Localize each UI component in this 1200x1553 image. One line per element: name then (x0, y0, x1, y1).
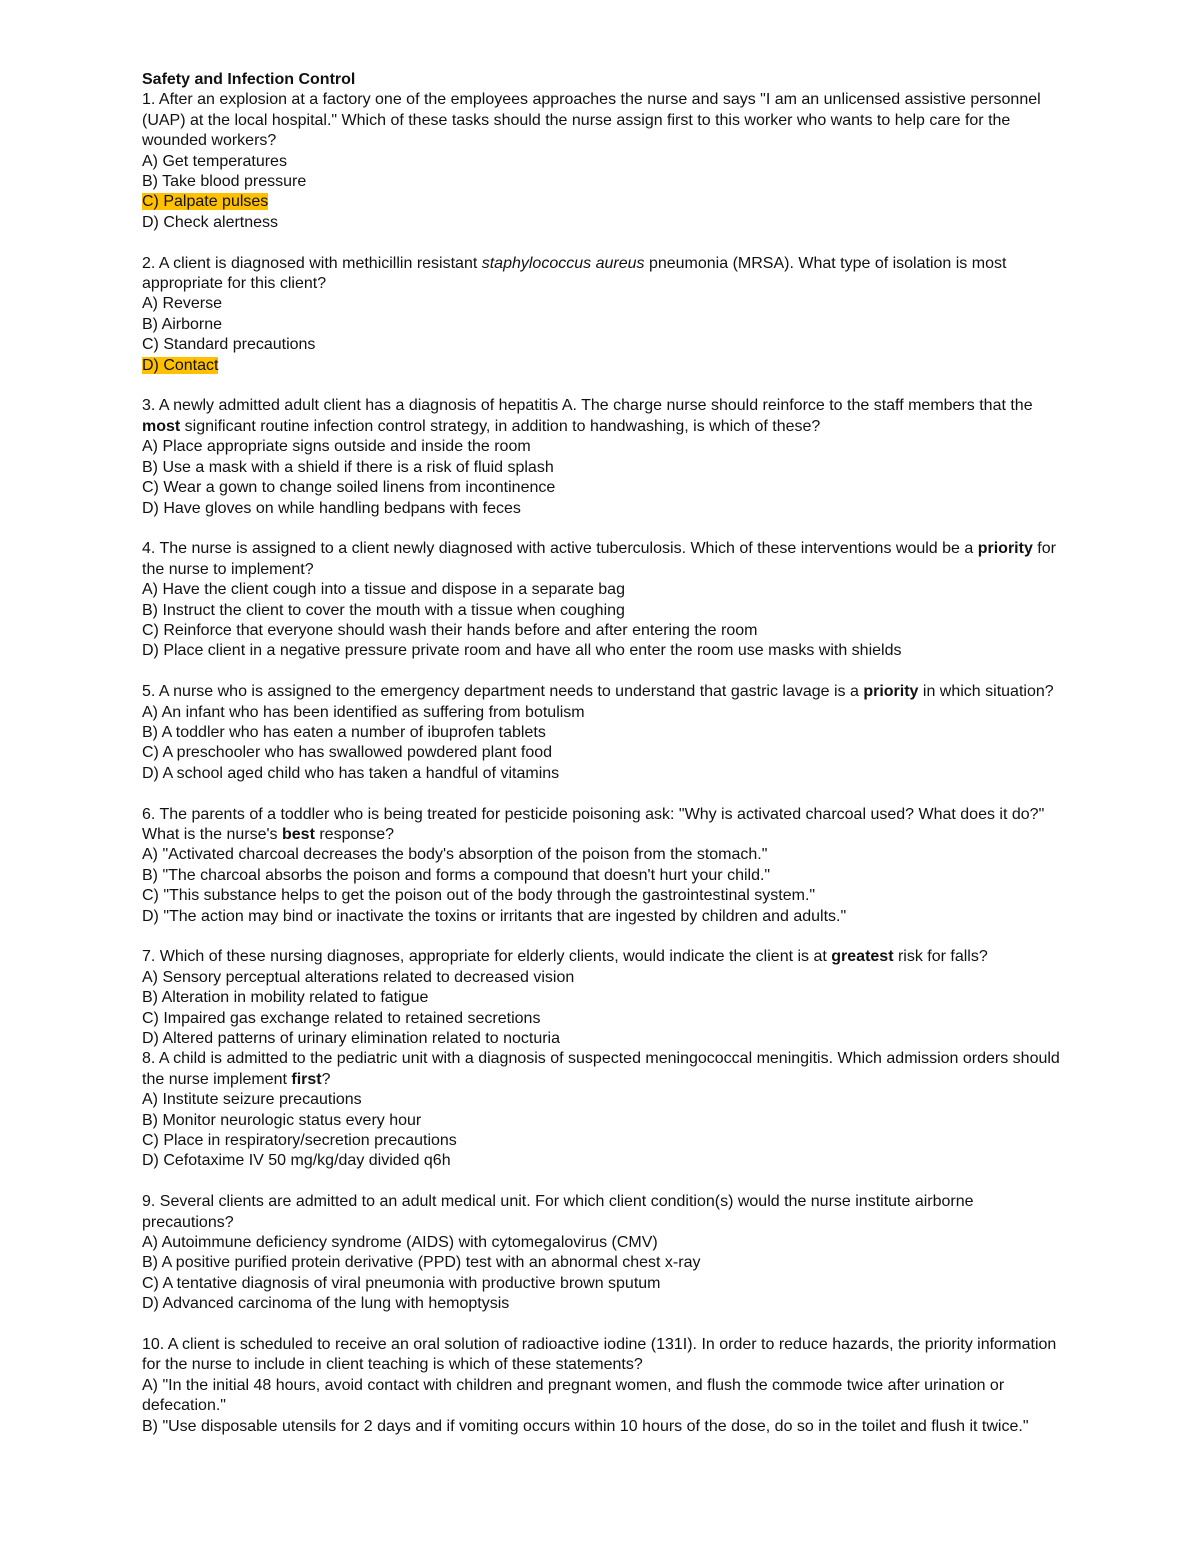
option-b: B) Instruct the client to cover the mouth with a tissue when coughing (142, 601, 625, 619)
option-b: B) Monitor neurologic status every hour (142, 1111, 422, 1129)
question-stem: 4. The nurse is assigned to a client newly diagnosed with active tuberculosis. Which of these interventions would be a priority for the nurse to implement? (142, 540, 1056, 578)
question-stem: 5. A nurse who is assigned to the emergency department needs to understand that gastric lavage is a priority in which situation? (142, 683, 1054, 701)
option-a: A) Autoimmune deficiency syndrome (AIDS) with cytomegalovirus (CMV) (142, 1234, 658, 1252)
option-c: C) Standard precautions (142, 336, 316, 354)
question-3 (142, 396, 1062, 518)
option-a: A) "In the initial 48 hours, avoid contact with children and pregnant women, and flush the commode twice after urination or defecation." (142, 1376, 1005, 1415)
question-stem: 3. A newly admitted adult client has a diagnosis of hepatitis A. The charge nurse should reinforce to the staff members that the most significant routine infection control strategy, in addition to handwashing, is which of these? (142, 397, 1033, 435)
emphasis-word: most (142, 417, 181, 435)
option-a: A) Institute seizure precautions (142, 1091, 362, 1109)
option-b: B) Airborne (142, 315, 223, 333)
option-d: D) Have gloves on while handling bedpans with feces (142, 499, 521, 517)
option-d-highlighted: D) Contact (142, 356, 219, 374)
question-stem: 2. A client is diagnosed with methicillin resistant staphylococcus aureus pneumonia (MRSA). What type of isolation is most appropriate for this client? (142, 254, 1007, 293)
option-b: B) A positive purified protein derivative (PPD) test with an abnormal chest x-ray (142, 1254, 701, 1272)
option-c: C) Reinforce that everyone should wash their hands before and after entering the room (142, 621, 758, 639)
emphasis-word: first (291, 1070, 322, 1088)
option-c: C) Place in respiratory/secretion precautions (142, 1132, 457, 1150)
option-d: D) Altered patterns of urinary elimination related to nocturia (142, 1030, 560, 1047)
option-b: B) Use a mask with a shield if there is a risk of fluid splash (142, 458, 554, 476)
option-b: B) "Use disposable utensils for 2 days and if vomiting occurs within 10 hours of the dose, do so in the toilet and flush it twice." (142, 1417, 1029, 1435)
question-stem: 8. A child is admitted to the pediatric unit with a diagnosis of suspected meningococcal meningitis. Which admission orders should the nurse implement first? (142, 1050, 1060, 1088)
document-title: Safety and Infection Control (142, 71, 356, 88)
question-stem: 7. Which of these nursing diagnoses, appropriate for elderly clients, would indicate the client is at greatest risk for falls? (142, 948, 988, 966)
emphasis-word: greatest (831, 948, 894, 966)
document-page (142, 70, 1062, 1437)
question-1 (142, 90, 1062, 233)
option-d: D) Check alertness (142, 213, 279, 231)
option-c: C) "This substance helps to get the poison out of the body through the gastrointestinal system." (142, 887, 816, 905)
option-b: B) Take blood pressure (142, 173, 307, 191)
question-stem: 10. A client is scheduled to receive an oral solution of radioactive iodine (131I). In order to reduce hazards, the priority information for the nurse to include in client teaching is which of these statements? (142, 1336, 1057, 1374)
option-a: A) Reverse (142, 295, 223, 313)
option-c-highlighted: C) Palpate pulses (142, 193, 269, 211)
question-5 (142, 682, 1062, 784)
option-c: C) Wear a gown to change soiled linens from incontinence (142, 479, 556, 497)
option-c: C) A tentative diagnosis of viral pneumonia with productive brown sputum (142, 1274, 661, 1292)
option-c: C) A preschooler who has swallowed powdered plant food (142, 744, 553, 762)
emphasis-word: priority (863, 683, 919, 701)
option-b: B) A toddler who has eaten a number of ibuprofen tablets (142, 723, 546, 741)
question-stem: 6. The parents of a toddler who is being treated for pesticide poisoning ask: "Why is activated charcoal used? What does it do?" What is the nurse's best response? (142, 805, 1045, 843)
question-10 (142, 1335, 1062, 1437)
option-d: D) A school aged child who has taken a handful of vitamins (142, 764, 560, 782)
question-7 (142, 947, 1062, 1049)
question-4 (142, 539, 1062, 661)
option-a: A) "Activated charcoal decreases the body's absorption of the poison from the stomach." (142, 846, 768, 864)
option-b: B) "The charcoal absorbs the poison and forms a compound that doesn't hurt your child." (142, 866, 771, 884)
option-a: A) Sensory perceptual alterations related to decreased vision (142, 968, 575, 986)
question-stem: 9. Several clients are admitted to an adult medical unit. For which client condition(s) would the nurse institute airborne precautions? (142, 1193, 974, 1231)
option-a: A) Place appropriate signs outside and inside the room (142, 438, 531, 456)
option-a: A) Have the client cough into a tissue and dispose in a separate bag (142, 581, 625, 599)
emphasis-word: priority (977, 540, 1033, 558)
option-d: D) Advanced carcinoma of the lung with hemoptysis (142, 1295, 510, 1313)
question-stem: 1. After an explosion at a factory one of the employees approaches the nurse and says "I am an unlicensed assistive personnel (UAP) at the local hospital." Which of these tasks should the nurse assign first to this worker who wants to help care for the wounded workers? (142, 91, 1041, 150)
question-9 (142, 1192, 1062, 1314)
question-2 (142, 254, 1062, 376)
option-a: A) An infant who has been identified as suffering from botulism (142, 703, 585, 721)
option-d: D) Place client in a negative pressure private room and have all who enter the room use masks with shields (142, 642, 902, 660)
emphasis-word: best (282, 825, 315, 843)
option-a: A) Get temperatures (142, 152, 287, 170)
question-8 (142, 1049, 1062, 1171)
option-d: D) "The action may bind or inactivate the toxins or irritants that are ingested by children and adults." (142, 907, 847, 925)
italic-term: staphylococcus aureus (481, 254, 645, 272)
option-d: D) Cefotaxime IV 50 mg/kg/day divided q6h (142, 1152, 451, 1170)
question-6 (142, 805, 1062, 927)
option-b: B) Alteration in mobility related to fatigue (142, 989, 429, 1007)
option-c: C) Impaired gas exchange related to retained secretions (142, 1009, 541, 1027)
